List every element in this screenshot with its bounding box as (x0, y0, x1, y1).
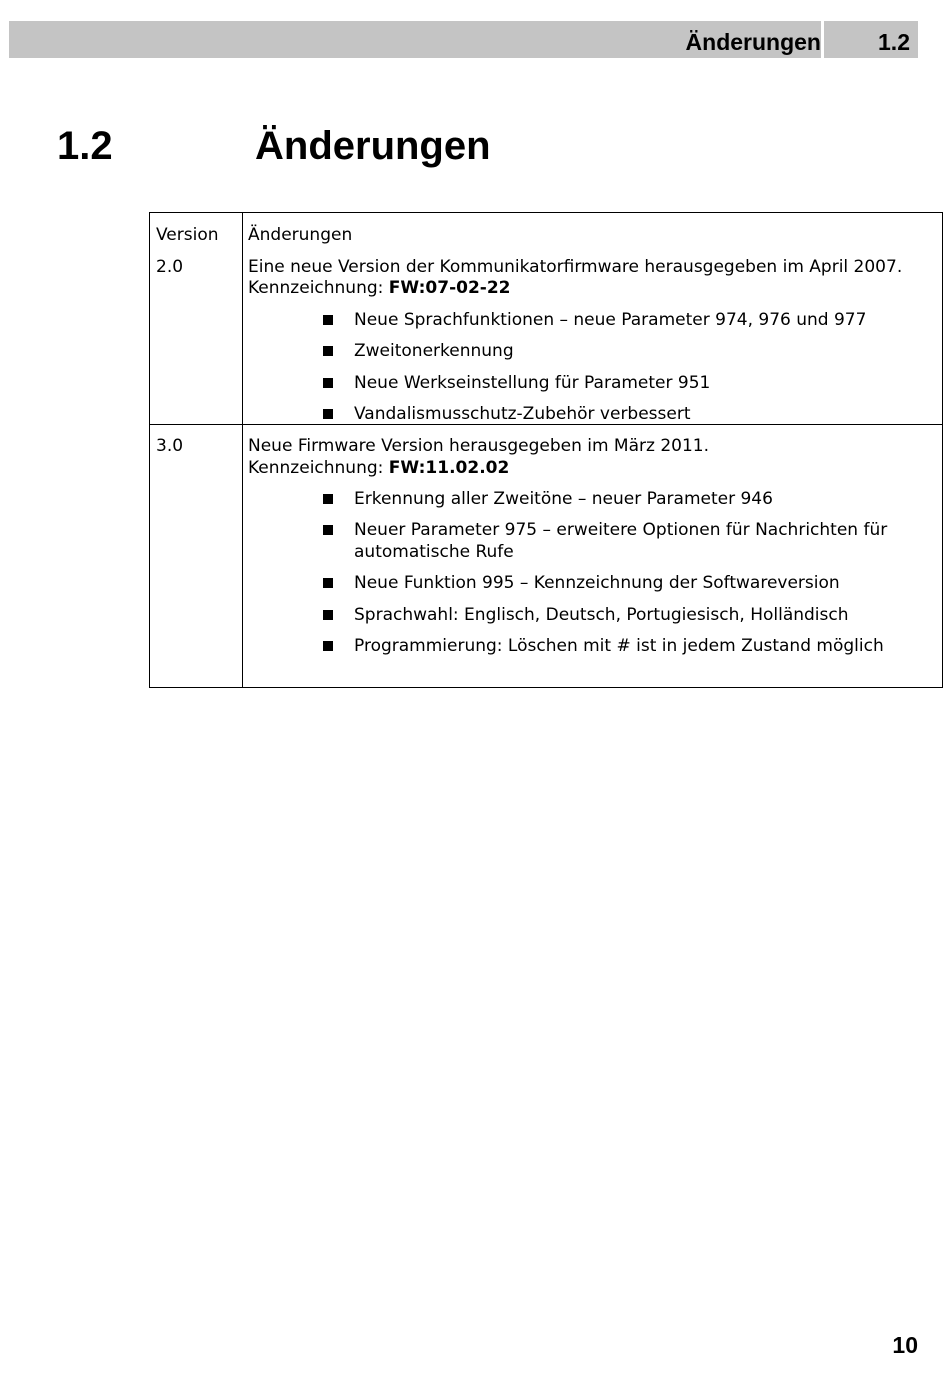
column-header-changes: Änderungen (248, 225, 353, 245)
list-item (323, 340, 514, 362)
section-number: 1.2 (57, 124, 113, 168)
list-item-text: Neue Sprachfunktionen – neue Parameter 974, 976 und 977 (354, 310, 867, 330)
square-bullet-icon (323, 641, 333, 651)
square-bullet-icon (323, 494, 333, 504)
column-header-version: Version (156, 225, 219, 245)
list-item-text: Erkennung aller Zweitöne – neuer Parameter 946 (354, 489, 773, 509)
list-item-text: Vandalismusschutz-Zubehör verbessert (354, 404, 691, 424)
change-description: Eine neue Version der Kommunikatorfirmware herausgegeben im April 2007. (248, 257, 903, 277)
change-table (149, 212, 943, 688)
version-cell: 3.0 (156, 436, 184, 456)
firmware-id-label: Kennzeichnung: (248, 458, 389, 478)
page-number: 10 (892, 1332, 918, 1358)
list-item-text: Sprachwahl: Englisch, Deutsch, Portugiesisch, Holländisch (354, 605, 849, 625)
list-item-text: Neue Funktion 995 – Kennzeichnung der Softwareversion (354, 573, 840, 593)
square-bullet-icon (323, 610, 333, 620)
section-title: Änderungen (255, 124, 491, 168)
square-bullet-icon (323, 525, 333, 535)
square-bullet-icon (323, 578, 333, 588)
list-item (323, 519, 887, 563)
change-description: Neue Firmware Version herausgegeben im März 2011. (248, 436, 710, 456)
square-bullet-icon (323, 315, 333, 325)
firmware-id-value: FW:11.02.02 (388, 458, 510, 478)
list-item (323, 309, 866, 331)
list-item (323, 488, 773, 510)
list-item-text: Programmierung: Löschen mit # ist in jedem Zustand möglich (354, 636, 884, 656)
firmware-id-value: FW:07-02-22 (388, 278, 511, 298)
list-item (323, 572, 840, 594)
list-item-text: Neue Werkseinstellung für Parameter 951 (354, 373, 711, 393)
list-item (323, 403, 691, 425)
firmware-id-label: Kennzeichnung: (248, 278, 389, 298)
list-item (323, 372, 710, 394)
list-item (323, 604, 849, 626)
firmware-id (248, 277, 511, 299)
square-bullet-icon (323, 346, 333, 356)
running-header (9, 21, 918, 58)
header-section-number: 1.2 (878, 29, 910, 55)
square-bullet-icon (323, 378, 333, 388)
column-divider (242, 213, 243, 687)
header-title: Änderungen (685, 29, 821, 55)
list-item (323, 635, 884, 657)
list-item-text: Neuer Parameter 975 – erweitere Optionen für Nachrichten für automatische Rufe (354, 520, 888, 562)
version-cell: 2.0 (156, 257, 184, 277)
list-item-text: Zweitonerkennung (354, 341, 514, 361)
firmware-id (248, 457, 509, 479)
square-bullet-icon (323, 409, 333, 419)
